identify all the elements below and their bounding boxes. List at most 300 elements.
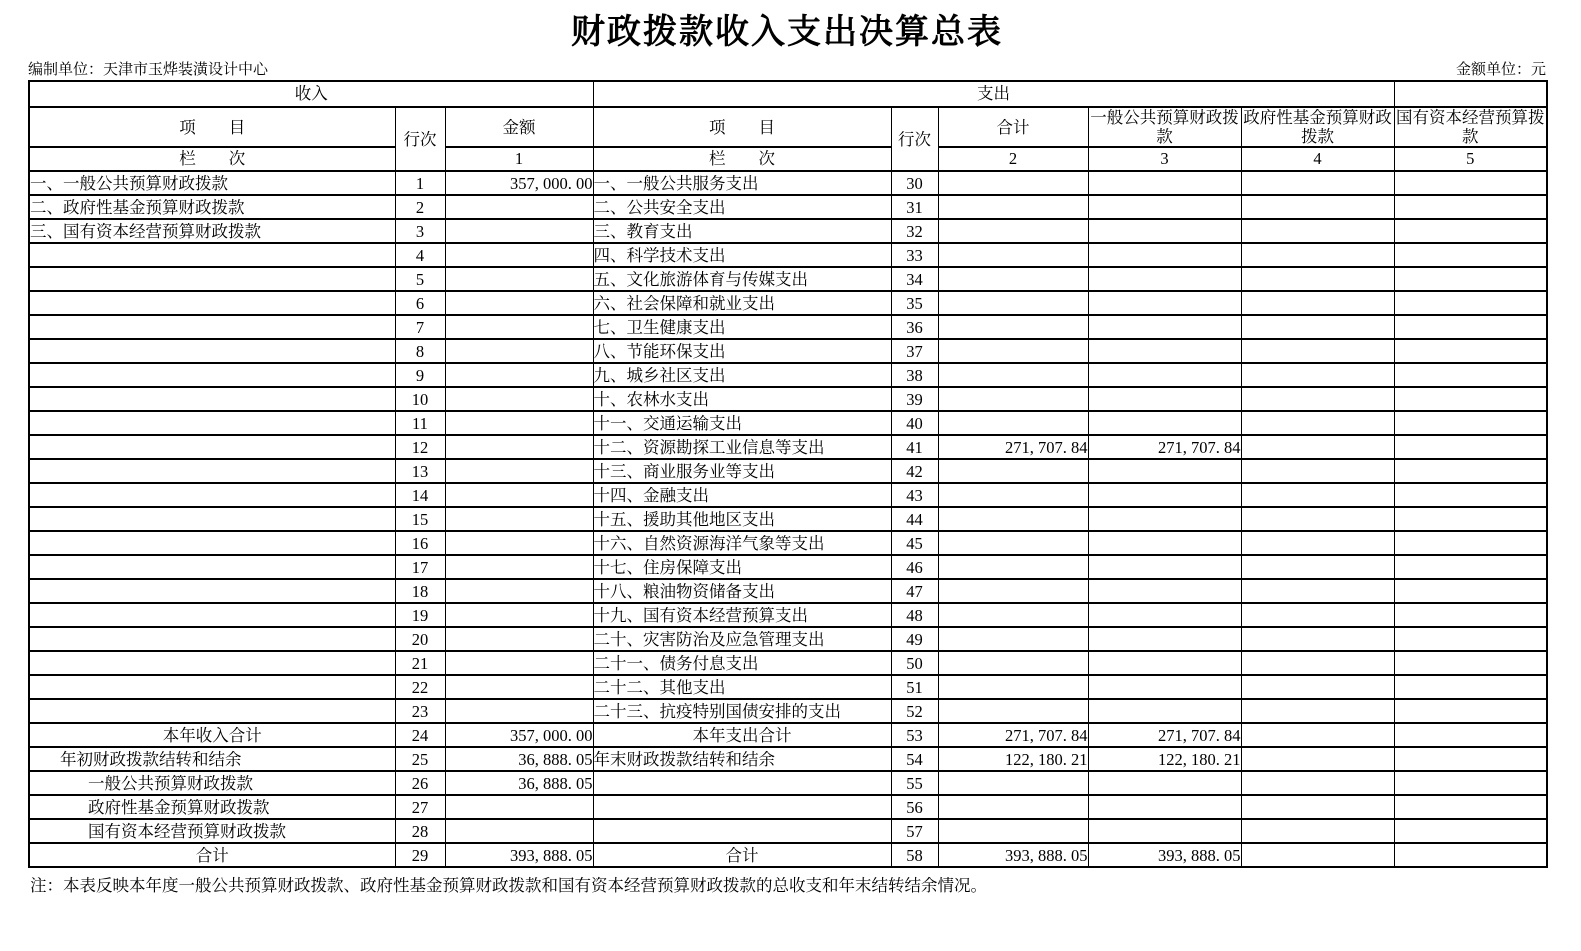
expense-general-budget-cell [1088,171,1241,195]
expense-general-budget-cell [1088,675,1241,699]
expense-gov-fund-cell [1241,291,1394,315]
expense-total-cell [938,675,1088,699]
expense-state-capital-cell [1394,627,1547,651]
expense-general-budget-cell [1088,267,1241,291]
table-body [29,171,1547,867]
table-row [29,507,1547,531]
income-amount-cell [445,819,593,843]
income-amount-cell [445,651,593,675]
expense-gov-fund-cell [1241,603,1394,627]
expense-gov-fund-cell [1241,579,1394,603]
expense-item-cell: 二十、灾害防治及应急管理支出 [593,627,891,651]
table-row [29,843,1547,867]
expense-item-cell: 二、公共安全支出 [593,195,891,219]
expense-total-cell [938,603,1088,627]
expense-total-cell [938,531,1088,555]
table-row [29,747,1547,771]
expense-state-capital-cell [1394,195,1547,219]
expense-rowno-cell: 48 [891,603,938,627]
expense-state-capital-cell [1394,603,1547,627]
expense-general-budget-cell [1088,339,1241,363]
expense-total-cell [938,219,1088,243]
expense-rowno-cell: 42 [891,459,938,483]
income-rowno-cell: 4 [395,243,445,267]
expense-rowno-cell: 58 [891,843,938,867]
expense-rowno-cell: 30 [891,171,938,195]
income-item-cell [29,339,395,363]
fund-col-index: 4 [1241,147,1394,171]
expense-rowno-cell: 39 [891,387,938,411]
expense-total-cell [938,555,1088,579]
column-index-row [29,147,1547,171]
income-rowno-cell: 14 [395,483,445,507]
expense-state-capital-cell [1394,651,1547,675]
table-row [29,315,1547,339]
expense-rowno-cell: 35 [891,291,938,315]
expense-state-capital-cell [1394,843,1547,867]
expense-total-cell [938,315,1088,339]
expense-state-capital-cell [1394,771,1547,795]
column-header-row [29,107,1547,147]
income-item-header: 项 目 [29,107,395,147]
income-amount-cell [445,675,593,699]
expense-gov-fund-cell [1241,267,1394,291]
expense-general-budget-cell: 122, 180. 21 [1088,747,1241,771]
expense-gov-fund-cell [1241,723,1394,747]
expense-gov-fund-cell [1241,675,1394,699]
expense-item-cell [593,795,891,819]
income-rowno-cell: 21 [395,651,445,675]
income-rowno-cell: 1 [395,171,445,195]
income-rowno-cell: 24 [395,723,445,747]
expense-general-budget-cell [1088,363,1241,387]
expense-item-cell: 十六、自然资源海洋气象等支出 [593,531,891,555]
income-rowno-cell: 16 [395,531,445,555]
income-rowno-cell: 28 [395,819,445,843]
income-rowno-cell: 12 [395,435,445,459]
expense-state-capital-cell [1394,675,1547,699]
expense-general-budget-cell [1088,531,1241,555]
expense-state-capital-cell [1394,387,1547,411]
income-amount-cell [445,435,593,459]
table-row [29,435,1547,459]
expense-rowno-cell: 34 [891,267,938,291]
income-amount-cell: 36, 888. 05 [445,747,593,771]
expense-state-capital-cell [1394,339,1547,363]
expense-gov-fund-cell [1241,411,1394,435]
expense-gov-fund-cell [1241,627,1394,651]
income-rowno-cell: 23 [395,699,445,723]
expense-gov-fund-cell [1241,651,1394,675]
expense-general-budget-cell: 271, 707. 84 [1088,723,1241,747]
expense-item-cell: 十五、援助其他地区支出 [593,507,891,531]
expense-gov-fund-cell [1241,219,1394,243]
income-amount-cell [445,339,593,363]
expense-gov-fund-cell [1241,459,1394,483]
expense-state-capital-cell [1394,555,1547,579]
expense-item-cell: 十四、金融支出 [593,483,891,507]
expense-total-cell [938,267,1088,291]
income-item-cell: 二、政府性基金预算财政拨款 [29,195,395,219]
table-row [29,267,1547,291]
expense-gov-fund-cell [1241,555,1394,579]
expense-state-capital-cell [1394,507,1547,531]
expense-item-cell: 一、一般公共服务支出 [593,171,891,195]
income-amount-cell: 357, 000. 00 [445,723,593,747]
total-col-index: 2 [938,147,1088,171]
expense-gov-fund-cell [1241,699,1394,723]
income-rowno-cell: 6 [395,291,445,315]
income-amount-cell [445,243,593,267]
expense-item-cell: 三、教育支出 [593,219,891,243]
expense-lanci-header: 栏 次 [593,147,891,171]
table-row [29,531,1547,555]
table-row [29,819,1547,843]
income-rowno-cell: 7 [395,315,445,339]
expense-state-capital-cell [1394,171,1547,195]
expense-general-budget-cell [1088,627,1241,651]
expense-general-budget-cell [1088,219,1241,243]
income-amount-cell [445,555,593,579]
expense-rowno-cell: 47 [891,579,938,603]
section-header-row [29,81,1547,107]
table-row [29,171,1547,195]
expense-state-capital-cell [1394,291,1547,315]
expense-general-budget-cell [1088,795,1241,819]
expense-rowno-cell: 32 [891,219,938,243]
expense-general-budget-cell [1088,507,1241,531]
expense-item-cell: 十二、资源勘探工业信息等支出 [593,435,891,459]
expense-general-budget-cell [1088,411,1241,435]
income-amount-cell [445,795,593,819]
currency-unit-label: 金额单位：元 [1455,62,1546,78]
general-col-index: 3 [1088,147,1241,171]
income-rowno-cell: 10 [395,387,445,411]
expense-gov-fund-cell [1241,819,1394,843]
expense-rowno-cell: 37 [891,339,938,363]
expense-item-cell: 六、社会保障和就业支出 [593,291,891,315]
expense-total-cell [938,483,1088,507]
income-rowno-cell: 27 [395,795,445,819]
income-item-cell [29,555,395,579]
expense-gov-fund-cell [1241,483,1394,507]
expense-state-capital-cell [1394,435,1547,459]
income-item-cell [29,387,395,411]
expense-item-header: 项 目 [593,107,891,147]
income-rowno-cell: 18 [395,579,445,603]
expense-rowno-cell: 33 [891,243,938,267]
table-row [29,651,1547,675]
expense-item-cell: 十八、粮油物资储备支出 [593,579,891,603]
expense-rowno-cell: 53 [891,723,938,747]
income-amount-cell [445,507,593,531]
expense-rowno-cell: 50 [891,651,938,675]
expense-item-cell [593,771,891,795]
expense-rowno-cell: 54 [891,747,938,771]
expense-general-budget-cell [1088,771,1241,795]
income-amount-cell [445,267,593,291]
income-item-cell [29,603,395,627]
table-row [29,219,1547,243]
income-item-cell: 合计 [29,843,395,867]
income-item-cell [29,579,395,603]
table-row [29,195,1547,219]
income-item-cell [29,363,395,387]
income-amount-cell [445,459,593,483]
expense-gov-fund-cell [1241,771,1394,795]
income-rowno-cell: 8 [395,339,445,363]
expense-gov-fund-cell [1241,315,1394,339]
expense-total-cell [938,459,1088,483]
expense-general-budget-cell [1088,291,1241,315]
table-row [29,483,1547,507]
income-rowno-cell: 9 [395,363,445,387]
income-item-cell [29,675,395,699]
expense-state-capital-cell [1394,363,1547,387]
expense-rowno-cell: 31 [891,195,938,219]
table-row [29,723,1547,747]
expense-item-cell: 十三、商业服务业等支出 [593,459,891,483]
table-row [29,579,1547,603]
expense-total-cell [938,795,1088,819]
expense-item-cell: 二十一、债务付息支出 [593,651,891,675]
gov-fund-header: 政府性基金预算财政拨款 [1241,107,1394,147]
expense-gov-fund-cell [1241,507,1394,531]
expense-state-capital-cell [1394,747,1547,771]
income-item-cell [29,315,395,339]
prepared-by-label: 编制单位：天津市玉烨装潢设计中心 [28,62,269,78]
income-item-cell: 三、国有资本经营预算财政拨款 [29,219,395,243]
expense-state-capital-cell [1394,459,1547,483]
income-item-cell [29,507,395,531]
income-section-header: 收入 [29,81,593,107]
expense-general-budget-cell [1088,315,1241,339]
expense-rowno-cell: 41 [891,435,938,459]
income-amount-cell [445,195,593,219]
table-row [29,411,1547,435]
expense-gov-fund-cell [1241,795,1394,819]
expense-item-cell: 十九、国有资本经营预算支出 [593,603,891,627]
table-row [29,771,1547,795]
expense-general-budget-cell [1088,603,1241,627]
income-item-cell [29,699,395,723]
income-amount-cell [445,627,593,651]
income-item-cell [29,291,395,315]
table-row [29,675,1547,699]
expense-item-cell: 七、卫生健康支出 [593,315,891,339]
table-row [29,387,1547,411]
expense-rowno-cell: 52 [891,699,938,723]
expense-state-capital-cell [1394,579,1547,603]
expense-state-capital-cell [1394,699,1547,723]
expense-rowno-cell: 38 [891,363,938,387]
expense-total-cell: 271, 707. 84 [938,723,1088,747]
income-amount-cell [445,699,593,723]
expense-item-cell: 十七、住房保障支出 [593,555,891,579]
expense-general-budget-cell [1088,243,1241,267]
expense-total-cell [938,771,1088,795]
income-rowno-cell: 13 [395,459,445,483]
expense-general-budget-cell [1088,459,1241,483]
expense-total-header: 合计 [938,107,1088,147]
expense-total-cell [938,411,1088,435]
expense-state-capital-cell [1394,315,1547,339]
expense-general-budget-cell [1088,651,1241,675]
expense-rowno-cell: 51 [891,675,938,699]
expense-gov-fund-cell [1241,843,1394,867]
income-rowno-cell: 3 [395,219,445,243]
expense-general-budget-cell [1088,579,1241,603]
income-amount-cell [445,315,593,339]
expense-general-budget-cell [1088,387,1241,411]
expense-rowno-cell: 36 [891,315,938,339]
income-amount-cell [445,411,593,435]
income-item-cell [29,435,395,459]
expense-total-cell [938,579,1088,603]
table-row [29,243,1547,267]
expense-state-capital-cell [1394,819,1547,843]
income-item-cell: 本年收入合计 [29,723,395,747]
expense-gov-fund-cell [1241,747,1394,771]
expense-state-capital-cell [1394,723,1547,747]
expense-general-budget-cell [1088,195,1241,219]
table-row [29,795,1547,819]
income-lanci-header: 栏 次 [29,147,395,171]
expense-rowno-cell: 44 [891,507,938,531]
expense-item-cell: 四、科学技术支出 [593,243,891,267]
income-item-cell: 年初财政拨款结转和结余 [29,747,395,771]
expense-total-cell [938,291,1088,315]
income-item-cell [29,411,395,435]
expense-rowno-cell: 56 [891,795,938,819]
expense-total-cell [938,387,1088,411]
income-item-cell [29,243,395,267]
expense-general-budget-cell [1088,483,1241,507]
expense-rowno-cell: 40 [891,411,938,435]
income-col-index: 1 [445,147,593,171]
expense-gov-fund-cell [1241,195,1394,219]
table-row [29,603,1547,627]
expense-item-cell: 二十三、抗疫特别国债安排的支出 [593,699,891,723]
income-item-cell: 政府性基金预算财政拨款 [29,795,395,819]
meta-row [28,58,1546,80]
expense-gov-fund-cell [1241,363,1394,387]
expense-general-budget-cell: 393, 888. 05 [1088,843,1241,867]
income-item-cell [29,267,395,291]
income-item-cell: 一、一般公共预算财政拨款 [29,171,395,195]
expense-state-capital-cell [1394,411,1547,435]
expense-item-cell: 合计 [593,843,891,867]
income-amount-cell [445,291,593,315]
page-title: 财政拨款收入支出决算总表 [571,14,1003,51]
expense-total-cell [938,339,1088,363]
expense-general-budget-cell [1088,699,1241,723]
expense-total-cell [938,627,1088,651]
expense-item-cell: 八、节能环保支出 [593,339,891,363]
income-rowno-cell: 26 [395,771,445,795]
state-capital-header: 国有资本经营预算拨款 [1394,107,1547,147]
income-amount-cell: 357, 000. 00 [445,171,593,195]
income-rowno-cell: 17 [395,555,445,579]
expense-total-cell [938,363,1088,387]
income-rowno-cell: 5 [395,267,445,291]
income-item-cell [29,483,395,507]
expense-rowno-cell: 55 [891,771,938,795]
income-item-cell [29,627,395,651]
income-rowno-cell: 22 [395,675,445,699]
expense-section-header: 支出 [593,81,1394,107]
expense-item-cell: 本年支出合计 [593,723,891,747]
expense-state-capital-cell [1394,243,1547,267]
expense-total-cell: 122, 180. 21 [938,747,1088,771]
expense-state-capital-cell [1394,531,1547,555]
expense-total-cell [938,243,1088,267]
income-amount-cell [445,387,593,411]
income-amount-cell [445,363,593,387]
expense-rowno-cell: 46 [891,555,938,579]
expense-gov-fund-cell [1241,531,1394,555]
expense-extra-header-cell [1394,81,1547,107]
income-rowno-cell: 11 [395,411,445,435]
income-amount-cell: 36, 888. 05 [445,771,593,795]
expense-total-cell [938,195,1088,219]
table-row [29,291,1547,315]
table-row [29,627,1547,651]
income-item-cell: 国有资本经营预算财政拨款 [29,819,395,843]
expense-general-budget-cell [1088,819,1241,843]
income-amount-cell: 393, 888. 05 [445,843,593,867]
expense-total-cell [938,651,1088,675]
expense-item-cell: 二十二、其他支出 [593,675,891,699]
expense-total-cell: 393, 888. 05 [938,843,1088,867]
income-rowno-cell: 2 [395,195,445,219]
expense-item-cell: 十一、交通运输支出 [593,411,891,435]
income-item-cell [29,459,395,483]
income-item-cell: 一般公共预算财政拨款 [29,771,395,795]
table-row [29,339,1547,363]
expense-gov-fund-cell [1241,171,1394,195]
expense-item-cell: 五、文化旅游体育与传媒支出 [593,267,891,291]
expense-rowno-cell: 43 [891,483,938,507]
income-item-cell [29,531,395,555]
expense-rowno-cell: 49 [891,627,938,651]
income-item-cell [29,651,395,675]
general-budget-header: 一般公共预算财政拨款 [1088,107,1241,147]
expense-item-cell: 九、城乡社区支出 [593,363,891,387]
income-amount-header: 金额 [445,107,593,147]
expense-rowno-cell: 45 [891,531,938,555]
income-rowno-cell: 19 [395,603,445,627]
expense-general-budget-cell [1088,555,1241,579]
expense-item-cell [593,819,891,843]
income-rowno-cell: 20 [395,627,445,651]
expense-total-cell [938,171,1088,195]
income-rowno-cell: 25 [395,747,445,771]
table-row [29,699,1547,723]
expense-general-budget-cell: 271, 707. 84 [1088,435,1241,459]
income-amount-cell [445,603,593,627]
note: 注：本表反映本年度一般公共预算财政拨款、政府性基金预算财政拨款和国有资本经营预算财政拨款的总收支和年末结转结余情况。 [30,876,987,895]
income-amount-cell [445,531,593,555]
expense-state-capital-cell [1394,219,1547,243]
income-rowno-cell: 15 [395,507,445,531]
expense-item-cell: 年末财政拨款结转和结余 [593,747,891,771]
income-rowno-header: 行次 [395,107,445,171]
expense-state-capital-cell [1394,483,1547,507]
table-row [29,363,1547,387]
income-rowno-cell: 29 [395,843,445,867]
expense-item-cell: 十、农林水支出 [593,387,891,411]
